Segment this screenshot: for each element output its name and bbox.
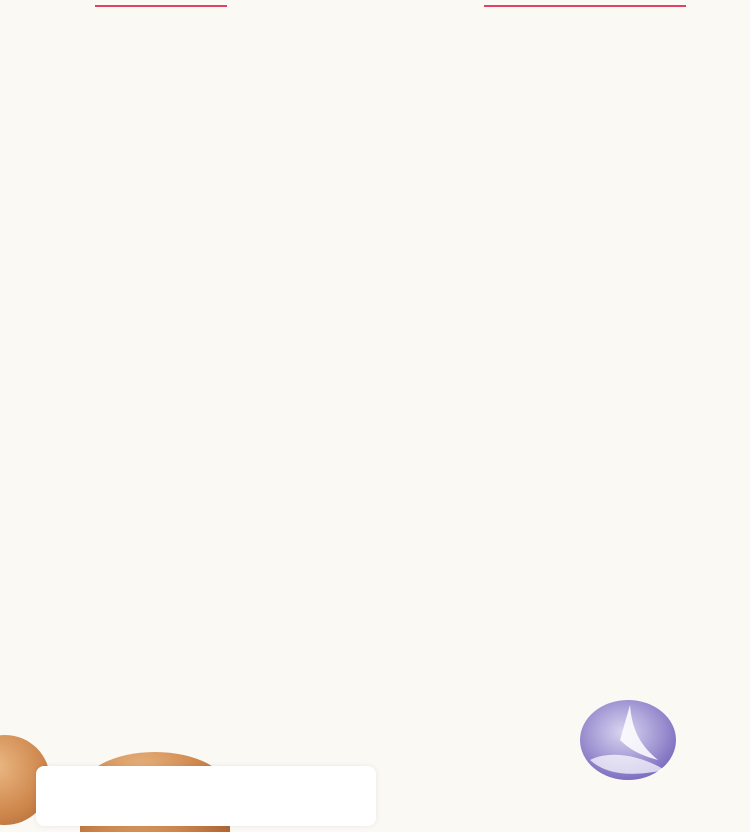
carne-header-underline [95,5,227,7]
milk-splash-image [570,700,676,790]
vegetariani-header-underline [484,5,686,7]
bottom-card [36,766,376,826]
